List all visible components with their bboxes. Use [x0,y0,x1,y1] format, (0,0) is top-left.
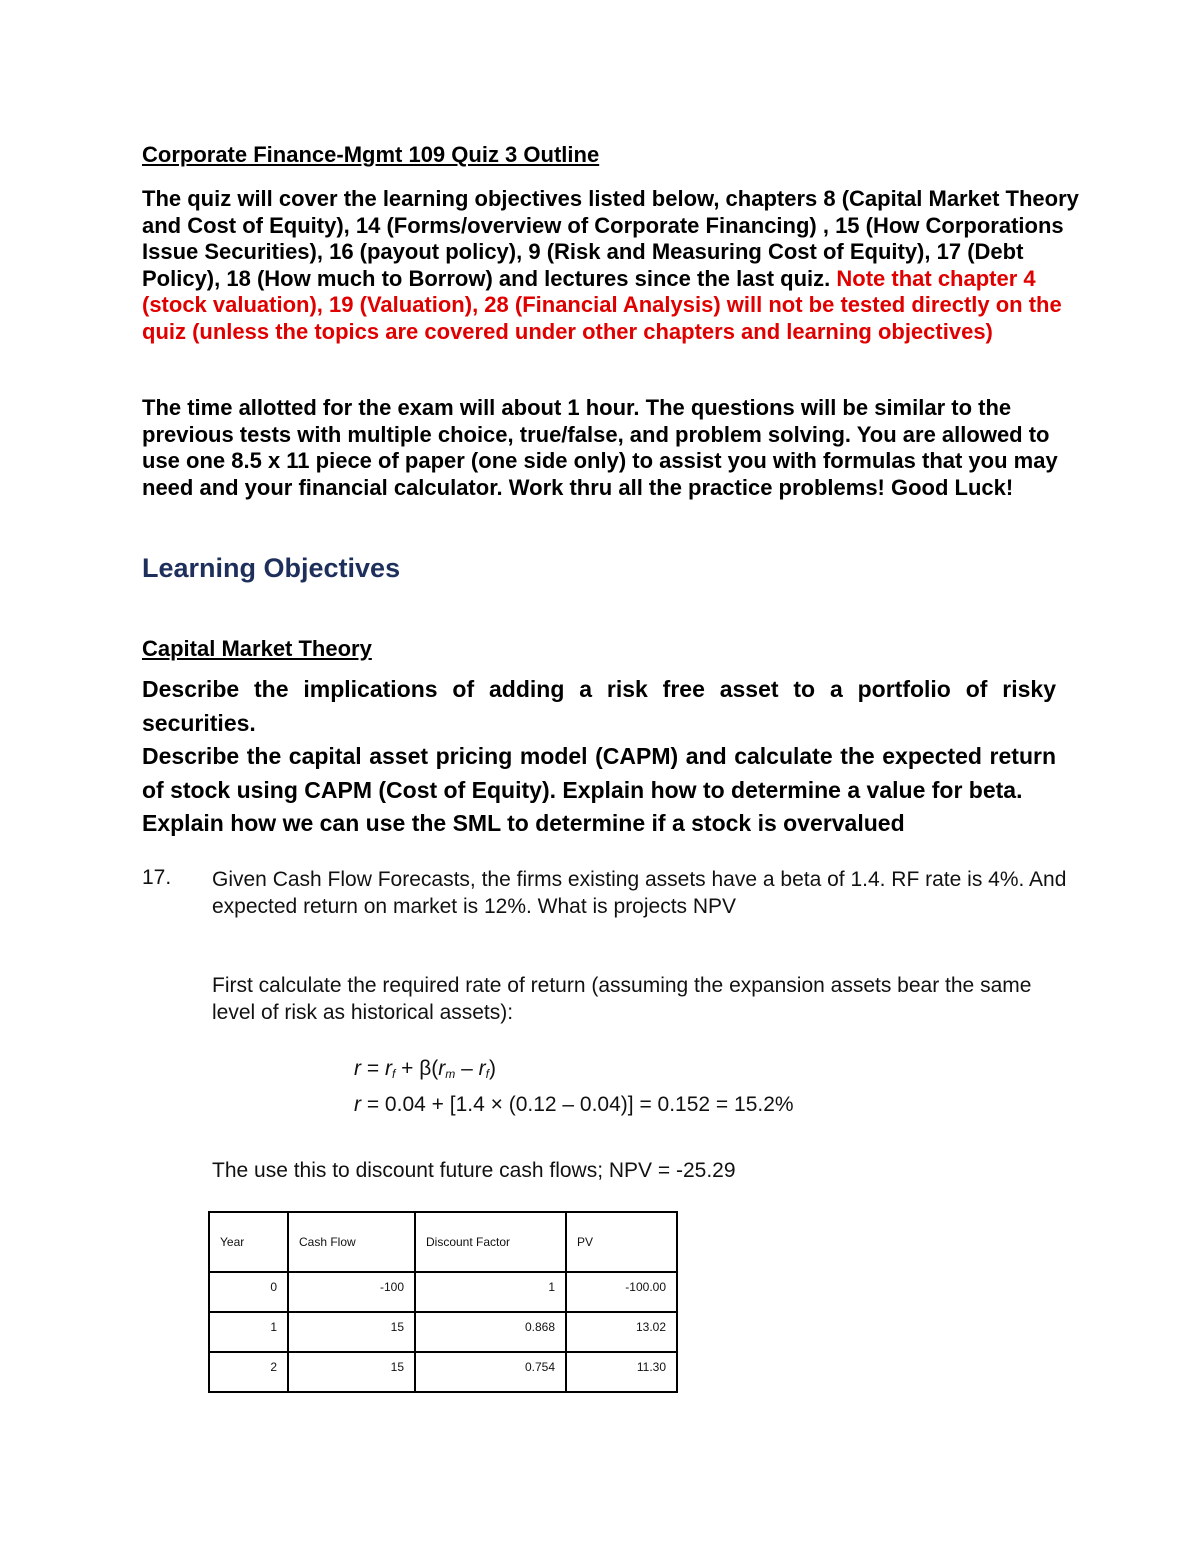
cell-pv: 13.02 [566,1312,677,1352]
question-number: 17. [142,866,172,889]
question-text: Given Cash Flow Forecasts, the firms existing assets have a beta of 1.4. RF rate is 4%. And expected return on market is 12%. What is projects NPV [212,868,1067,918]
objectives-list [142,673,1056,841]
learning-objectives-heading: Learning Objectives [142,553,401,583]
cell-discount-factor: 1 [415,1272,566,1312]
header-year: Year [209,1212,288,1272]
cell-cash-flow: 15 [288,1352,415,1392]
intro-text: The quiz will cover the learning objectives listed below, chapters 8 (Capital Market Theory and Cost of Equity), 14 (Forms/overview of Corporate Financing) , 15 (How Corporations Issue Securities), 16 (payout policy), 9 (Risk and Measuring Cost of Equity), 17 (Debt Policy), 18 (How much to Borrow) and lectures since the last quiz. [142,186,1079,291]
cell-year: 2 [209,1352,288,1392]
header-pv: PV [566,1212,677,1272]
cell-discount-factor: 0.868 [415,1312,566,1352]
table-row [209,1352,677,1392]
cell-discount-factor: 0.754 [415,1352,566,1392]
cell-pv: 11.30 [566,1352,677,1392]
table-row [209,1312,677,1352]
table-header-row [209,1212,677,1272]
table-row [209,1272,677,1312]
header-cash-flow: Cash Flow [288,1212,415,1272]
cell-year: 0 [209,1272,288,1312]
intro-note-red: Note that chapter 4 (stock valuation), 19 (Valuation), 28 (Financial Analysis) will not be tested directly on the quiz (unless the topics are covered under other chapters and learning objectives) [142,265,1062,344]
section-heading: Capital Market Theory [142,636,372,661]
objective-item: Explain how we can use the SML to determine if a stock is overvalued [142,810,905,836]
objective-item: Describe the capital asset pricing model (CAPM) and calculate the expected return of stock using CAPM (Cost of Equity). Explain how to determine a value for beta. [142,743,1056,803]
cell-cash-flow: -100 [288,1272,415,1312]
capm-calculation: r = 0.04 + [1.4 × (0.12 – 0.04)] = 0.152 = 15.2% [354,1093,794,1116]
cash-flow-table [208,1211,678,1393]
document-title: Corporate Finance-Mgmt 109 Quiz 3 Outline [142,142,600,167]
cell-cash-flow: 15 [288,1312,415,1352]
intro-paragraph [142,186,1082,345]
objective-item: Describe the implications of adding a risk free asset to a portfolio of risky securities. [142,676,1056,736]
npv-statement: The use this to discount future cash flows; NPV = -25.29 [212,1159,736,1182]
cell-pv: -100.00 [566,1272,677,1312]
header-discount-factor: Discount Factor [415,1212,566,1272]
solution-step: First calculate the required rate of return (assuming the expansion assets bear the same level of risk as historical assets): [212,974,1032,1024]
exam-info-paragraph: The time allotted for the exam will about 1 hour. The questions will be similar to the previous tests with multiple choice, true/false, and problem solving. You are allowed to use one 8.5 x 11 piece of paper (one side only) to assist you with formulas that you may need and your financial calculator. Work thru all the practice problems! Good Luck! [142,395,1058,500]
capm-formula: $r = r_f + \beta(r_m - r_f)$ [354,1057,496,1081]
cell-year: 1 [209,1312,288,1352]
